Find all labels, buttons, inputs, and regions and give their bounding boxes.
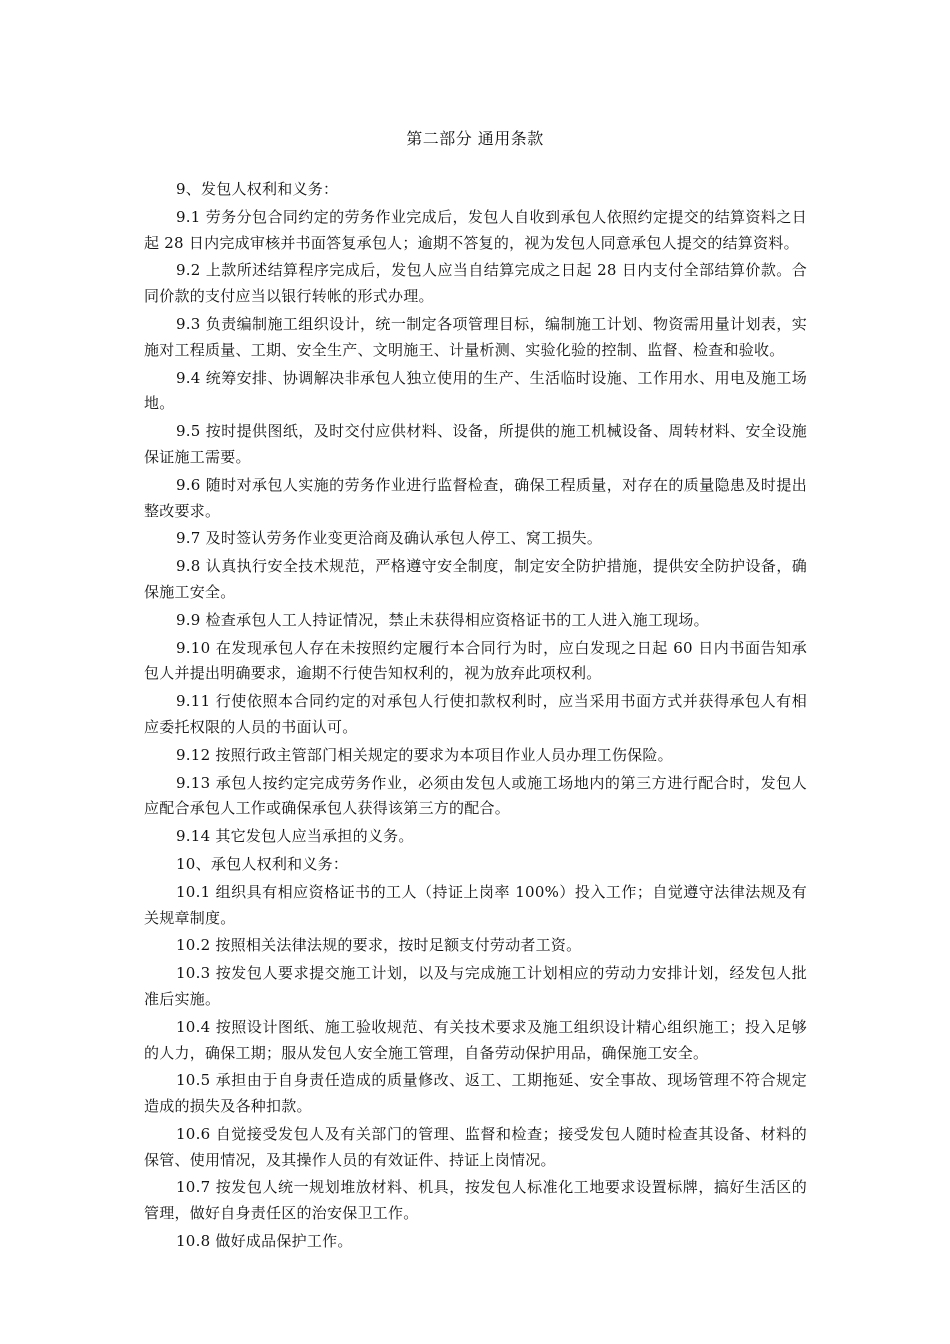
clause-10-4: 10.4 按照设计图纸、施工验收规范、有关技术要求及施工组织设计精心组织施工；投入足够的人力，确保工期；服从发包人安全施工管理，自备劳动保护用品，确保施工安全。 xyxy=(144,1017,807,1062)
clause-9-6: 9.6 随时对承包人实施的劳务作业进行监督检查，确保工程质量，对存在的质量隐患及时提出整改要求。 xyxy=(144,475,807,520)
clause-9-10: 9.10 在发现承包人存在未按照约定履行本合同行为时，应白发现之日起 60 日内书面告知承包人并提出明确要求，逾期不行使告知权利的，视为放弃此项权利。 xyxy=(144,638,807,683)
clause-9-9: 9.9 检查承包人工人持证情况，禁止未获得相应资格证书的工人进入施工现场。 xyxy=(176,610,709,629)
clause-10-5: 10.5 承担由于自身责任造成的质量修改、返工、工期拖延、安全事故、现场管理不符合规定造成的损失及各种扣款。 xyxy=(144,1071,807,1116)
clause-9-14: 9.14 其它发包人应当承担的义务。 xyxy=(176,827,414,846)
clause-9-12: 9.12 按照行政主管部门相关规定的要求为本项目作业人员办理工伤保险。 xyxy=(176,745,673,764)
section-9-heading: 9、发包人权利和义务： xyxy=(176,180,339,198)
clause-9-7: 9.7 及时签认劳务作业变更洽商及确认承包人停工、窝工损失。 xyxy=(176,529,603,548)
clause-10-2: 10.2 按照相关法律法规的要求，按时足额支付劳动者工资。 xyxy=(176,936,582,955)
clause-9-1: 9.1 劳务分包合同约定的劳务作业完成后，发包人自收到承包人依照约定提交的结算资料之日起 28 日内完成审核并书面答复承包人；逾期不答复的，视为发包人同意承包人提交的结算资料。 xyxy=(144,207,807,252)
clause-10-7: 10.7 按发包人统一规划堆放材料、机具，按发包人标准化工地要求设置标牌，搞好生活区的管理，做好自身责任区的治安保卫工作。 xyxy=(144,1178,807,1223)
clause-10-6: 10.6 自觉接受发包人及有关部门的管理、监督和检查；接受发包人随时检查其设备、材料的保管、使用情况，及其操作人员的有效证件、持证上岗情况。 xyxy=(144,1124,807,1169)
clause-9-11: 9.11 行使依照本合同约定的对承包人行使扣款权利时，应当采用书面方式并获得承包人有相应委托权限的人员的书面认可。 xyxy=(144,692,807,736)
clause-10-8: 10.8 做好成品保护工作。 xyxy=(176,1232,353,1251)
clause-10-3: 10.3 按发包人要求提交施工计划，以及与完成施工计划相应的劳动力安排计划，经发包人批准后实施。 xyxy=(144,964,807,1008)
clause-9-13: 9.13 承包人按约定完成劳务作业，必须由发包人或施工场地内的第三方进行配合时，发包人应配合承包人工作或确保承包人获得该第三方的配合。 xyxy=(144,773,807,818)
clause-10-1: 10.1 组织具有相应资格证书的工人（持证上岗率 100%）投入工作；自觉遵守法律法规及有关规章制度。 xyxy=(144,882,807,927)
document-body xyxy=(144,177,807,1257)
clause-9-4: 9.4 统筹安排、协调解决非承包人独立使用的生产、生活临时设施、工作用水、用电及施工场地。 xyxy=(144,368,807,413)
clause-9-5: 9.5 按时提供图纸，及时交付应供材料、设备，所提供的施工机械设备、周转材料、安全设施保证施工需要。 xyxy=(144,422,807,466)
section-10-heading: 10、承包人权利和义务： xyxy=(176,854,349,873)
clause-9-2: 9.2 上款所述结算程序完成后，发包人应当自结算完成之日起 28 日内支付全部结算价款。合同价款的支付应当以银行转帐的形式办理。 xyxy=(144,261,807,306)
clause-9-3: 9.3 负责编制施工组织设计，统一制定各项管理目标，编制施工计划、物资需用量计划表，实施对工程质量、工期、安全生产、文明施王、计量析测、实验化验的控制、监督、检查和验收。 xyxy=(144,314,807,359)
clause-9-8: 9.8 认真执行安全技术规范，严格遵守安全制度，制定安全防护措施，提供安全防护设备，确保施工安全。 xyxy=(144,557,807,601)
document-title: 第二部分 通用条款 xyxy=(406,129,544,148)
